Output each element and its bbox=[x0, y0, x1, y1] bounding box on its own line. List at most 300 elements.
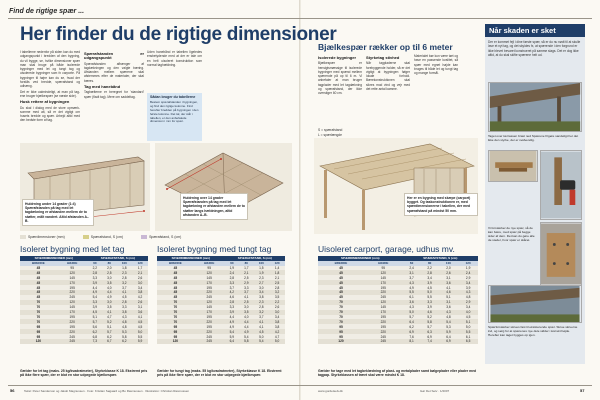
page-number-right: 57 bbox=[580, 388, 585, 393]
carport-caption: Her er en bygning med skæpe (carport) bygget. Og taskonstruktionen er, med spærdimensionerne i tabellen, der med spærafstand på mindst 50 mm. bbox=[404, 193, 478, 216]
table-cell: 5,2 bbox=[102, 319, 116, 324]
table-cell: 70 bbox=[20, 305, 57, 310]
table-cell: 6,9 bbox=[403, 329, 421, 334]
table-cell: 4,9 bbox=[239, 329, 253, 334]
table-cell: 4,0 bbox=[239, 315, 253, 320]
table-cell: 245 bbox=[364, 334, 403, 339]
table-cell: 2,8 bbox=[254, 305, 270, 310]
legend-label: Spærafstand, S (cm) bbox=[90, 235, 124, 239]
table-cell: 4,6 bbox=[439, 290, 459, 295]
table-cell: 4,9 bbox=[88, 290, 102, 295]
table-cell: 70 bbox=[157, 305, 194, 310]
table-cell: 2,0 bbox=[102, 266, 116, 271]
table-cell: 5,0 bbox=[254, 334, 270, 339]
table-cell: 4,0 bbox=[102, 285, 116, 290]
intro-subhead: Husk rettere af bygningen bbox=[20, 99, 70, 105]
table-cell: 2,6 bbox=[132, 300, 148, 305]
table-group-header: SPÆRDIMENSIONER (mm) bbox=[157, 256, 225, 261]
table-cell: 45 bbox=[157, 270, 194, 275]
table-cell: 70 bbox=[318, 319, 364, 324]
table-cell: 3,4 bbox=[269, 315, 285, 320]
table-cell: 5,0 bbox=[403, 310, 421, 315]
table-cell: 6,2 bbox=[102, 334, 116, 339]
table-cell: 3,2 bbox=[117, 280, 133, 285]
table-cell: 170 bbox=[57, 310, 88, 315]
screw-head bbox=[566, 262, 569, 265]
sidebar-photo-caption: Taget over tærrassen brast ned Spærene frigøre sandeligt her det ikke den styrke, der er nødvendig. bbox=[488, 134, 579, 142]
table-cell: 6,1 bbox=[458, 334, 478, 339]
sidebar-photo-terrace bbox=[488, 82, 582, 132]
table-cell: 95 bbox=[57, 266, 88, 271]
table-cell: 4,6 bbox=[225, 295, 239, 300]
table-column-header: 120 bbox=[132, 261, 148, 266]
table-cell: 3,5 bbox=[239, 310, 253, 315]
table-cell: 1,7 bbox=[132, 266, 148, 271]
table-group-header: SPÆRAFSTAND, S (cm) bbox=[225, 256, 285, 261]
table-cell: 3,8 bbox=[132, 290, 148, 295]
table-cell: 3,1 bbox=[439, 275, 459, 280]
table-cell: 4,5 bbox=[254, 329, 270, 334]
carport-illustration bbox=[314, 138, 478, 234]
table-cell: 3,3 bbox=[88, 275, 102, 280]
post bbox=[324, 170, 327, 218]
table-cell: 195 bbox=[364, 285, 403, 290]
table-cell: 7,4 bbox=[421, 339, 439, 344]
table-cell: 3,0 bbox=[132, 280, 148, 285]
table-column-header: BREDDE bbox=[20, 261, 57, 266]
table-cell: 45 bbox=[20, 290, 57, 295]
table-cell: 5,5 bbox=[421, 295, 439, 300]
sidebar-photo-screw bbox=[540, 222, 582, 286]
table-cell: 2,2 bbox=[88, 266, 102, 271]
table-cell: 220 bbox=[57, 319, 88, 324]
table-cell: 5,5 bbox=[403, 290, 421, 295]
bjelke-paragraph: Materialet bør kun være tørt og have en passende kvalitet, så spær med egnet højde kan bruges til både let og tungt tag og mange formål. bbox=[414, 54, 458, 76]
table-cell: 3,8 bbox=[117, 310, 133, 315]
table-cell: 2,8 bbox=[269, 285, 285, 290]
table-cell: 4,8 bbox=[117, 319, 133, 324]
table-cell: 4,7 bbox=[102, 315, 116, 320]
table-cell: 95 bbox=[318, 324, 364, 329]
table-cell: 6,2 bbox=[117, 339, 133, 344]
table-cell: 3,5 bbox=[269, 295, 285, 300]
table-cell: 3,6 bbox=[439, 305, 459, 310]
table-cell: 4,3 bbox=[403, 280, 421, 285]
table-cell: 1,4 bbox=[269, 266, 285, 271]
table-cell: 5,8 bbox=[239, 339, 253, 344]
ground bbox=[490, 121, 580, 131]
table-cell: 3,0 bbox=[102, 300, 116, 305]
table-cell: 4,3 bbox=[403, 305, 421, 310]
table-column-header: 80 bbox=[102, 261, 116, 266]
table-cell: 170 bbox=[194, 280, 225, 285]
table-cell: 120 bbox=[364, 270, 403, 275]
legend-label: Spærafstand, S (cm) bbox=[149, 235, 182, 239]
table-cell: 3,8 bbox=[269, 324, 285, 329]
table-cell: 4,4 bbox=[225, 315, 239, 320]
table-cell: 3,2 bbox=[269, 290, 285, 295]
table-cell: 145 bbox=[364, 275, 403, 280]
table-cell: 2,7 bbox=[254, 280, 270, 285]
table-cell: 45 bbox=[318, 270, 364, 275]
table-cell: 3,6 bbox=[439, 280, 459, 285]
table-cell: 2,8 bbox=[225, 275, 239, 280]
legend-swatch bbox=[141, 235, 147, 239]
table-cell: 2,1 bbox=[269, 275, 285, 280]
table-cell: 45 bbox=[20, 275, 57, 280]
table-cell: 245 bbox=[194, 334, 225, 339]
table-cell: 170 bbox=[57, 280, 88, 285]
table-cell: 145 bbox=[194, 305, 225, 310]
table-note-heavy-roof: Gælder for tungt tag (maks. 55 kg/kvadratmeter), Styrkeklasse K 18. Ekstremt pris på ikke flere spær, der er blot en stor udpegede bjælkespær. bbox=[157, 369, 282, 378]
table-cell: 5,4 bbox=[225, 329, 239, 334]
table-cell: 2,3 bbox=[117, 270, 133, 275]
table-note-light-roof: Gælder for let tag (maks. 25 kg/kvadratmeter), Styrkeklasse K 18. Ekstremt pris på ikke flere spær, der er blot en stor udpegede bjælkespær. bbox=[20, 369, 148, 378]
diagram-caption-middle: Huldrning over 14 grader Spærafstanden på tag med let tagdækning er afstanden mellem de to støtter langs hældningen, altid afstanden A–B. bbox=[180, 193, 248, 220]
table-cell: 4,4 bbox=[239, 319, 253, 324]
table-cell: 4,5 bbox=[132, 319, 148, 324]
table-note-carport: Gælder for tage med let tagbeklædning af plast- og metalplader samt bølgeplader eller plader med tagpap. Styrkeklassen af træet skal være mindst K 18. bbox=[318, 369, 477, 378]
table-cell: 8,1 bbox=[403, 339, 421, 344]
diagram-caption-left: Huldrning under 14 grader (1:4) Spærafstanden på tag med let tagdækning er afstanden mellem de to støtter, målt vandret. Altid afstanden A–B. bbox=[22, 199, 94, 226]
rafter-board bbox=[547, 233, 576, 277]
table-cell: 3,7 bbox=[225, 285, 239, 290]
table-cell: 220 bbox=[57, 329, 88, 334]
bjelke-column-3 bbox=[414, 54, 458, 76]
table-cell: 45 bbox=[157, 290, 194, 295]
table-column-header: HØJDE bbox=[57, 261, 88, 266]
table-cell: 5,0 bbox=[269, 339, 285, 344]
table-cell: 5,7 bbox=[403, 315, 421, 320]
table-cell: 95 bbox=[364, 266, 403, 271]
table-cell: 4,5 bbox=[132, 324, 148, 329]
table-cell: 45 bbox=[318, 290, 364, 295]
table-cell: 2,5 bbox=[239, 300, 253, 305]
intro-paragraph: Du skal i dialog med de store opmærk- somme med alt, så er det vigtigt om husets bredde og spær. Arbejd altid med den bedste form af tag. bbox=[20, 105, 80, 123]
table-cell: 4,1 bbox=[254, 324, 270, 329]
table-cell: 2,3 bbox=[254, 300, 270, 305]
table-cell: 4,4 bbox=[102, 290, 116, 295]
table-column-header: HØJDE bbox=[364, 261, 403, 266]
step-1-text: Vi forstærker de nye spær, så de kan bære, med spær på begge sider af dem. Det kan du gøre alle de steder, hvor spær er skåret. bbox=[488, 226, 535, 242]
table-cell: 3,0 bbox=[239, 305, 253, 310]
table-cell: 220 bbox=[194, 290, 225, 295]
table-column-header: 60 bbox=[403, 261, 421, 266]
table-cell: 120 bbox=[20, 339, 57, 344]
table-cell: 3,7 bbox=[403, 275, 421, 280]
intro-column-3 bbox=[147, 50, 202, 68]
table-cell: 220 bbox=[364, 290, 403, 295]
table-cell: 4,1 bbox=[132, 315, 148, 320]
bjelke-title: Bjælkespær rækker op til 6 meter bbox=[318, 42, 453, 52]
bjelke-subhead: Styrketag stivhed bbox=[366, 55, 400, 60]
table-cell: 3,4 bbox=[421, 275, 439, 280]
table-cell: 3,7 bbox=[117, 285, 133, 290]
table-cell: 5,1 bbox=[458, 319, 478, 324]
table-cell: 3,2 bbox=[254, 310, 270, 315]
table-cell: 120 bbox=[57, 300, 88, 305]
post bbox=[362, 190, 365, 230]
table-cell: 4,3 bbox=[458, 290, 478, 295]
table-cell: 2,4 bbox=[403, 266, 421, 271]
table-title-heavy-roof: Isoleret bygning med tungt tag bbox=[157, 244, 272, 254]
table-cell: 3,4 bbox=[458, 280, 478, 285]
table-cell: 3,3 bbox=[421, 300, 439, 305]
legend-item bbox=[20, 235, 65, 239]
table-cell: 4,3 bbox=[117, 315, 133, 320]
ground bbox=[490, 314, 579, 322]
table-cell: 95 bbox=[318, 329, 364, 334]
table-cell: 220 bbox=[364, 329, 403, 334]
table-cell: 120 bbox=[194, 300, 225, 305]
table-cell: 170 bbox=[194, 310, 225, 315]
table-cell: 70 bbox=[20, 315, 57, 320]
table-cell: 2,0 bbox=[439, 266, 459, 271]
table-cell: 70 bbox=[318, 300, 364, 305]
footer-url: www.gordetselv.dk bbox=[318, 389, 343, 393]
legend-swatch bbox=[83, 235, 89, 239]
table-cell: 245 bbox=[57, 295, 88, 300]
how-to-use-factbox bbox=[147, 93, 202, 141]
table-group-header: SPÆRDIMENSIONER (mm) bbox=[20, 256, 88, 261]
table-cell: 95 bbox=[318, 334, 364, 339]
table-cell: 4,7 bbox=[269, 334, 285, 339]
table-cell: 3,9 bbox=[225, 310, 239, 315]
sidebar-photo-rafter bbox=[488, 150, 538, 182]
table-cell: 70 bbox=[157, 310, 194, 315]
page-number-left: 56 bbox=[10, 388, 15, 393]
table-cell: 220 bbox=[194, 319, 225, 324]
table-cell: 3,0 bbox=[254, 285, 270, 290]
table-cell: 5,1 bbox=[88, 315, 102, 320]
table-cell: 5,8 bbox=[117, 334, 133, 339]
table-cell: 3,3 bbox=[239, 285, 253, 290]
table-cell: 2,3 bbox=[254, 275, 270, 280]
table-cell: 5,4 bbox=[239, 334, 253, 339]
table-cell: 4,0 bbox=[458, 310, 478, 315]
table-cell: 170 bbox=[364, 310, 403, 315]
table-cell: 245 bbox=[57, 334, 88, 339]
table-column-header: 60 bbox=[88, 261, 102, 266]
table-cell: 6,4 bbox=[403, 319, 421, 324]
point-a-marker bbox=[166, 188, 168, 190]
table-cell: 45 bbox=[157, 280, 194, 285]
table-cell: 95 bbox=[20, 324, 57, 329]
table-cell: 70 bbox=[318, 315, 364, 320]
top-rule bbox=[8, 18, 592, 19]
table-cell: 245 bbox=[194, 295, 225, 300]
table-cell: 1,9 bbox=[225, 266, 239, 271]
table-cell: 3,7 bbox=[239, 290, 253, 295]
table-column-header: 120 bbox=[269, 261, 285, 266]
table-column-header: BREDDE bbox=[318, 261, 364, 266]
table-group-header: SPÆRAFSTAND, S (cm) bbox=[403, 256, 478, 261]
table-cell: 3,7 bbox=[254, 315, 270, 320]
table-cell: 3,4 bbox=[132, 285, 148, 290]
table-cell: 5,9 bbox=[132, 339, 148, 344]
table-cell: 2,5 bbox=[102, 270, 116, 275]
table-cell: 1,7 bbox=[239, 266, 253, 271]
table-cell: 2,1 bbox=[132, 270, 148, 275]
table-cell: 4,8 bbox=[439, 315, 459, 320]
table-cell: 5,6 bbox=[88, 324, 102, 329]
table-cell: 195 bbox=[364, 315, 403, 320]
table-cell: 95 bbox=[157, 324, 194, 329]
table-cell: 45 bbox=[20, 285, 57, 290]
reinforcement-board bbox=[499, 168, 527, 172]
table-cell: 2,6 bbox=[439, 270, 459, 275]
table-cell: 2,6 bbox=[269, 305, 285, 310]
table-cell: 6,4 bbox=[439, 334, 459, 339]
table-cell: 145 bbox=[57, 275, 88, 280]
table-cell: 1,9 bbox=[254, 270, 270, 275]
table-cell: 45 bbox=[20, 295, 57, 300]
intro-subhead: Spærafstanden er udgangspunkt bbox=[84, 51, 144, 61]
table-cell: 2,1 bbox=[239, 270, 253, 275]
table-cell: 120 bbox=[157, 339, 194, 344]
table-cell: 1,9 bbox=[458, 266, 478, 271]
intro-paragraph: Tagbælterne er beregnet for 'standard' spær (fladt tag). Mere om saddeltag. bbox=[84, 90, 144, 99]
table-cell: 3,3 bbox=[225, 305, 239, 310]
table-cell: 6,8 bbox=[88, 334, 102, 339]
bjelke-legend bbox=[318, 128, 342, 137]
table-cell: 7,3 bbox=[88, 339, 102, 344]
footer-issue: Gør Det Selv · 1/2007 bbox=[420, 389, 450, 393]
table-cell: 3,3 bbox=[117, 305, 133, 310]
table-cell: 4,9 bbox=[225, 319, 239, 324]
table-cell: 95 bbox=[20, 334, 57, 339]
table-cell: 5,9 bbox=[225, 334, 239, 339]
bjelke-column-1 bbox=[318, 54, 362, 97]
table-cell: 145 bbox=[364, 305, 403, 310]
table-cell: 5,1 bbox=[439, 295, 459, 300]
table-cell: 5,8 bbox=[421, 319, 439, 324]
table-column-header: HØJDE bbox=[194, 261, 225, 266]
span-table-carport bbox=[318, 256, 478, 344]
table-cell: 6,2 bbox=[88, 329, 102, 334]
table-cell: 5,3 bbox=[439, 324, 459, 329]
table-cell: 4,1 bbox=[102, 310, 116, 315]
table-cell: 2,8 bbox=[225, 300, 239, 305]
table-cell: 4,5 bbox=[458, 315, 478, 320]
table-cell: 45 bbox=[20, 280, 57, 285]
table-cell: 195 bbox=[57, 285, 88, 290]
step-1-caption bbox=[488, 226, 538, 242]
factbox-text: Bestem spærafstanden i bygningen, og find den rigtige kolonne. Find herefter bredden på bygningen i den første kolonne. Det tal, der står i tabellen, er den anbefalede dimension i mm for spær. bbox=[150, 99, 199, 124]
table-cell: 145 bbox=[57, 305, 88, 310]
table-cell: 6,1 bbox=[403, 295, 421, 300]
table-cell: 4,1 bbox=[239, 295, 253, 300]
table-cell: 3,8 bbox=[254, 295, 270, 300]
legend-item bbox=[141, 235, 181, 239]
table-cell: 4,6 bbox=[421, 310, 439, 315]
table-cell: 5,0 bbox=[421, 290, 439, 295]
table-cell: 120 bbox=[57, 270, 88, 275]
table-cell: 2,5 bbox=[269, 280, 285, 285]
table-cell: 45 bbox=[157, 266, 194, 271]
table-cell: 4,2 bbox=[132, 295, 148, 300]
table-cell: 7,6 bbox=[403, 334, 421, 339]
legend-label: Spærdimensioner (mm) bbox=[28, 235, 65, 239]
table-cell: 70 bbox=[157, 319, 194, 324]
table-cell: 2,8 bbox=[117, 275, 133, 280]
table-cell: 70 bbox=[157, 315, 194, 320]
table-cell: 120 bbox=[364, 300, 403, 305]
table-cell: 5,4 bbox=[439, 319, 459, 324]
footer-credits: Tekst: Peter Sanderson og Jakob Magnussen · Foto: Kristian Søgaard og Bo Rasmussen · Illustration: Christian Rasmussen bbox=[24, 389, 190, 393]
table-column-header: 100 bbox=[439, 261, 459, 266]
table-cell: 4,9 bbox=[225, 324, 239, 329]
table-cell: 195 bbox=[57, 315, 88, 320]
step-2-caption bbox=[488, 325, 582, 337]
table-cell: 2,2 bbox=[421, 266, 439, 271]
table-cell: 195 bbox=[364, 324, 403, 329]
table-group-header: SPÆRAFSTAND, S (cm) bbox=[88, 256, 148, 261]
table-cell: 2,8 bbox=[117, 300, 133, 305]
table-cell: 6,2 bbox=[403, 324, 421, 329]
table-cell: 245 bbox=[364, 295, 403, 300]
table-cell: 4,4 bbox=[88, 285, 102, 290]
table-cell: 6,7 bbox=[102, 339, 116, 344]
table-cell: 70 bbox=[157, 300, 194, 305]
intro-paragraph: Det er ikke ualmindeligt, at man på tag- ene bruger bjælkespær (se næste side). bbox=[20, 89, 80, 98]
table-title-carport: Uisoleret carport, garage, udhus mv. bbox=[318, 244, 455, 254]
screw-head bbox=[553, 262, 556, 265]
legend-length: L = spærlængde bbox=[318, 132, 342, 137]
legend-item bbox=[83, 235, 123, 239]
table-cell: 45 bbox=[157, 285, 194, 290]
table-cell: 6,3 bbox=[421, 329, 439, 334]
table-cell: 45 bbox=[318, 285, 364, 290]
intro-paragraph: Spærafstanden afhænger af tagdækningen og den valgte bæring. Afstanden mellem spærene skal afstemmes efter de materialer, der skal bæres. bbox=[84, 61, 144, 83]
table-cell: 3,1 bbox=[403, 270, 421, 275]
table-cell: 45 bbox=[157, 275, 194, 280]
table-row bbox=[20, 339, 148, 344]
table-cell: 3,0 bbox=[102, 275, 116, 280]
table-cell: 6,9 bbox=[421, 334, 439, 339]
table-cell: 70 bbox=[318, 305, 364, 310]
table-cell: 5,5 bbox=[458, 329, 478, 334]
sidebar-title: Når skaden er sket bbox=[485, 24, 585, 37]
table-cell: 220 bbox=[364, 319, 403, 324]
table-cell: 5,7 bbox=[421, 324, 439, 329]
table-column-header: 60 bbox=[225, 261, 239, 266]
table-cell: 1,5 bbox=[254, 266, 270, 271]
table-cell: 3,5 bbox=[102, 280, 116, 285]
table-cell: 3,8 bbox=[269, 319, 285, 324]
table-cell: 245 bbox=[194, 339, 225, 344]
table-column-header: 100 bbox=[117, 261, 133, 266]
table-cell: 70 bbox=[20, 310, 57, 315]
point-b-marker bbox=[143, 210, 145, 212]
intro-column-2 bbox=[84, 50, 144, 100]
table-cell: 3,9 bbox=[421, 280, 439, 285]
table-cell: 5,4 bbox=[88, 295, 102, 300]
table-column-header: 100 bbox=[254, 261, 270, 266]
table-cell: 70 bbox=[20, 300, 57, 305]
table-cell: 45 bbox=[157, 295, 194, 300]
table-row bbox=[318, 339, 478, 344]
bjelke-paragraph: Når tagpladerne skal forebyggende holder, så er det vigtigt at bygningen følger lokale forhold. Bærekonstruktionen skal sikres mod vind og vejr med det rette antal kamme. bbox=[366, 61, 410, 92]
table-cell: 195 bbox=[194, 324, 225, 329]
table-cell: 5,3 bbox=[117, 329, 133, 334]
table-cell: 3,3 bbox=[88, 300, 102, 305]
table-cell: 2,8 bbox=[88, 270, 102, 275]
table-cell: 4,2 bbox=[269, 329, 285, 334]
table-cell: 2,5 bbox=[239, 275, 253, 280]
table-cell: 3,3 bbox=[225, 280, 239, 285]
table-cell: 45 bbox=[318, 295, 364, 300]
